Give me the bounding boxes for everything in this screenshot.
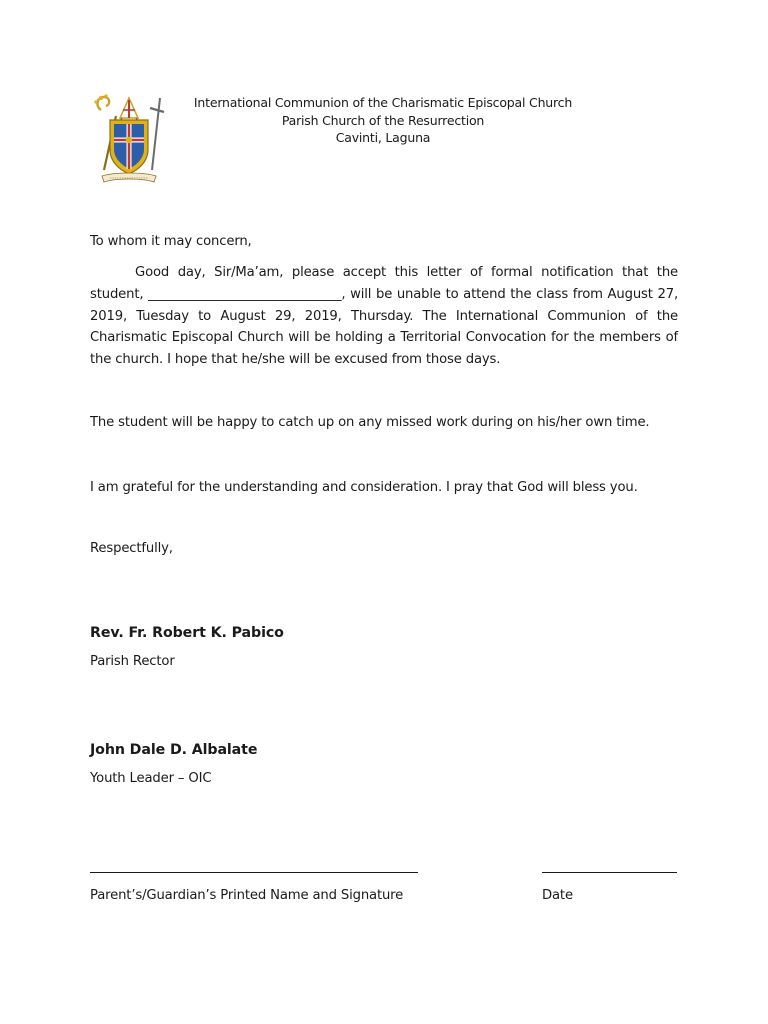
signatory-title-rector: Parish Rector bbox=[90, 654, 175, 669]
parish-location: Cavinti, Laguna bbox=[335, 130, 431, 145]
parish-name: Parish Church of the Resurrection bbox=[281, 112, 485, 128]
signatory-name-youth-leader: John Dale D. Albalate bbox=[90, 742, 258, 758]
sword-icon bbox=[150, 98, 164, 170]
letter-paragraph-catch-up: The student will be happy to catch up on any missed work during on his/her own time. bbox=[90, 415, 650, 430]
date-label: Date bbox=[542, 888, 573, 903]
parent-signature-label: Parent’s/Guardian’s Printed Name and Signature bbox=[90, 888, 404, 903]
signatory-name-rector: Rev. Fr. Robert K. Pabico bbox=[90, 625, 284, 641]
salutation: To whom it may concern, bbox=[90, 234, 252, 249]
letter-closing: Respectfully, bbox=[90, 541, 173, 556]
shield-icon bbox=[110, 120, 148, 174]
signatory-title-youth-leader: Youth Leader – OIC bbox=[90, 771, 212, 786]
church-seal-logo bbox=[92, 92, 166, 184]
organization-name: International Communion of the Charismatic Episcopal Church bbox=[193, 95, 573, 110]
letterhead bbox=[190, 94, 576, 147]
parent-signature-line bbox=[90, 872, 418, 873]
date-line bbox=[542, 872, 677, 873]
letter-paragraph-notification: Good day, Sir/Ma’am, please accept this letter of formal notification that the student, ______________________________, will be unable to attend the class from August 27, 2019, Tuesday to August 29, 2019, Thursday. The International Communion of the Charismatic Episcopal Church will be holding a Territorial Convocation for the members of the church. I hope that he/she will be excused from those days. bbox=[90, 265, 678, 368]
motto-ribbon bbox=[102, 173, 156, 182]
letter-paragraph-gratitude: I am grateful for the understanding and consideration. I pray that God will bless you. bbox=[90, 480, 638, 495]
